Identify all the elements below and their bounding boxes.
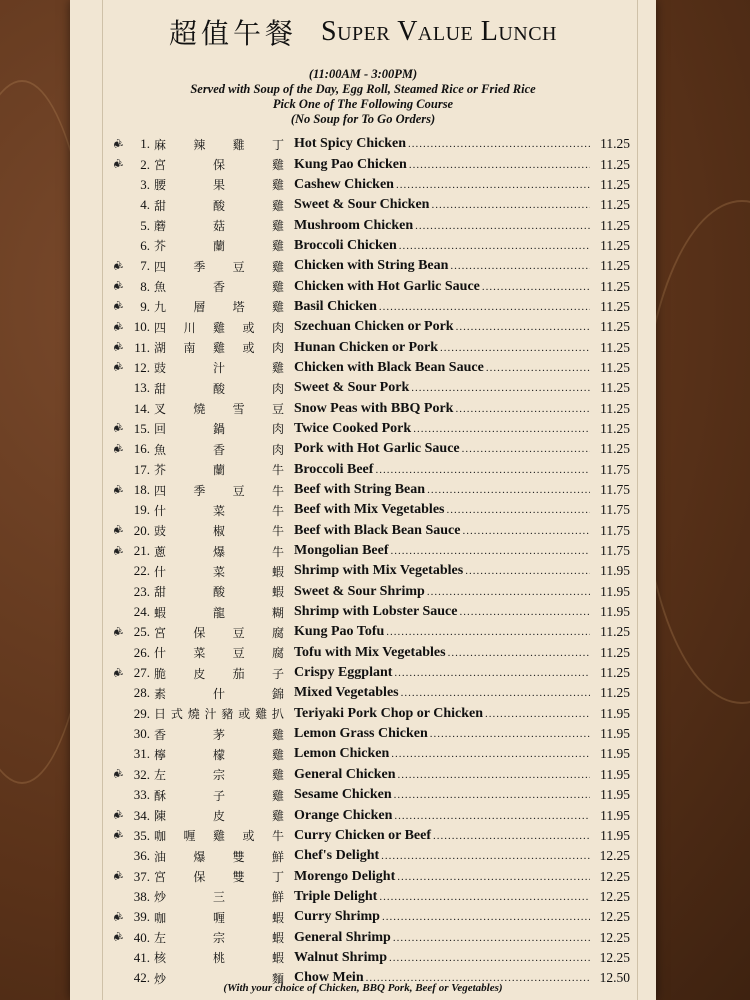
item-name: Chicken with String Bean <box>294 258 449 274</box>
dot-leader <box>440 342 590 354</box>
item-number: 32. <box>133 766 150 782</box>
item-price: 11.75 <box>600 502 630 518</box>
item-name: Cashew Chicken <box>294 176 394 192</box>
item-price: 11.25 <box>600 298 630 314</box>
menu-item <box>110 500 630 520</box>
chili-pepper-icon: ❦ <box>108 929 127 946</box>
dot-leader <box>382 911 590 923</box>
item-price: 11.25 <box>600 339 630 355</box>
menu-item <box>110 785 630 805</box>
item-price: 11.95 <box>600 604 630 620</box>
chili-pepper-icon: ❦ <box>108 298 127 315</box>
item-price: 11.25 <box>600 136 630 152</box>
chili-pepper-icon: ❦ <box>108 156 127 173</box>
item-price: 11.25 <box>600 380 630 396</box>
item-price: 11.75 <box>600 482 630 498</box>
dot-leader <box>396 179 590 191</box>
menu-list <box>110 134 630 988</box>
item-name: Hunan Chicken or Pork <box>294 339 439 355</box>
item-chinese-name: 宮 保 雙 丁 <box>154 870 284 885</box>
item-price: 11.25 <box>600 237 630 253</box>
dot-leader <box>427 484 590 496</box>
item-chinese-name: 湖 南 雞 或 肉 <box>154 341 284 356</box>
chili-pepper-icon: ❦ <box>108 766 127 783</box>
menu-item <box>110 582 630 602</box>
item-number: 38. <box>133 888 150 904</box>
menu-item <box>110 317 630 337</box>
item-chinese-name: 宮 保 雞 <box>154 158 284 173</box>
menu-item <box>110 521 630 541</box>
item-name: Sweet & Sour Pork <box>294 380 410 396</box>
chili-pepper-icon: ❦ <box>108 827 127 844</box>
dot-leader <box>394 667 590 679</box>
item-price: 11.25 <box>600 441 630 457</box>
menu-item <box>110 297 630 317</box>
dot-leader <box>465 565 590 577</box>
dot-leader <box>486 362 590 374</box>
item-number: 39. <box>133 909 150 925</box>
menu-item <box>110 887 630 907</box>
dot-leader <box>391 545 591 557</box>
dot-leader <box>430 728 590 740</box>
served-with-text: Served with Soup of the Day, Egg Roll, Steamed Rice or Fried Rice <box>190 82 536 96</box>
item-chinese-name: 魚 香 雞 <box>154 280 284 295</box>
dot-leader <box>413 423 590 435</box>
item-chinese-name: 酥 子 雞 <box>154 788 284 803</box>
dot-leader <box>399 240 590 252</box>
item-chinese-name: 宮 保 豆 腐 <box>154 625 284 640</box>
item-number: 7. <box>140 258 150 274</box>
item-name: Pork with Hot Garlic Sauce <box>294 441 460 457</box>
menu-item <box>110 622 630 642</box>
item-name: Basil Chicken <box>294 298 377 314</box>
menu-item <box>110 256 630 276</box>
menu-item <box>110 154 630 174</box>
menu-item <box>110 134 630 154</box>
item-number: 19. <box>133 502 150 518</box>
hours-text: (11:00AM - 3:00PM) <box>308 67 418 81</box>
item-price: 12.25 <box>599 868 630 884</box>
pick-one-text: Pick One of The Following Course <box>272 97 454 111</box>
item-chinese-name: 九 層 塔 雞 <box>154 300 284 315</box>
item-chinese-name: 什 菜 豆 腐 <box>154 646 284 661</box>
card-border <box>102 0 103 1000</box>
item-chinese-name: 脆 皮 茄 子 <box>154 666 284 681</box>
dot-leader <box>427 586 590 598</box>
dot-leader <box>394 789 590 801</box>
item-price: 11.25 <box>600 197 630 213</box>
dot-leader <box>386 626 590 638</box>
dot-leader <box>379 301 590 313</box>
item-price: 11.95 <box>600 726 630 742</box>
item-price: 12.50 <box>599 970 630 986</box>
menu-item <box>110 948 630 968</box>
chili-pepper-icon: ❦ <box>108 339 127 356</box>
item-name: Broccoli Beef <box>294 461 374 477</box>
menu-item <box>110 826 630 846</box>
menu-item <box>110 805 630 825</box>
dot-leader <box>389 952 590 964</box>
item-chinese-name: 魚 香 肉 <box>154 442 284 457</box>
item-price: 12.25 <box>599 848 630 864</box>
item-price: 11.25 <box>600 420 630 436</box>
item-number: 13. <box>133 380 150 396</box>
item-name: Sesame Chicken <box>294 787 392 803</box>
chili-pepper-icon: ❦ <box>108 420 127 437</box>
chili-pepper-icon: ❦ <box>108 807 127 824</box>
menu-item <box>110 683 630 703</box>
dot-leader <box>485 708 590 720</box>
item-chinese-name: 核 桃 蝦 <box>154 951 284 966</box>
item-price: 11.75 <box>600 522 630 538</box>
item-chinese-name: 什 菜 牛 <box>154 503 284 518</box>
menu-item <box>110 419 630 439</box>
item-chinese-name: 炒 三 鮮 <box>154 890 284 905</box>
menu-item <box>110 704 630 724</box>
dot-leader <box>433 830 590 842</box>
item-chinese-name: 麻 辣 雞 丁 <box>154 137 284 152</box>
chili-pepper-icon: ❦ <box>108 665 127 681</box>
item-number: 5. <box>140 217 150 233</box>
item-number: 37. <box>133 868 150 884</box>
chili-pepper-icon: ❦ <box>108 258 127 274</box>
item-chinese-name: 左 宗 蝦 <box>154 931 284 946</box>
item-number: 40. <box>133 929 150 945</box>
dot-leader <box>391 748 590 760</box>
item-name: Orange Chicken <box>294 807 393 823</box>
menu-item <box>110 561 630 581</box>
item-number: 27. <box>133 665 150 681</box>
menu-item <box>110 195 630 215</box>
menu-item <box>110 460 630 480</box>
item-price: 11.95 <box>600 563 630 579</box>
item-name: Walnut Shrimp <box>294 949 387 965</box>
chili-pepper-icon: ❦ <box>108 319 127 335</box>
menu-item <box>110 765 630 785</box>
item-price: 11.75 <box>600 543 630 559</box>
dot-leader <box>459 606 590 618</box>
item-name: Chef's Delight <box>294 848 380 864</box>
dot-leader <box>482 281 590 293</box>
item-price: 11.25 <box>600 258 630 274</box>
item-price: 12.25 <box>599 909 630 925</box>
chili-pepper-icon: ❦ <box>108 441 127 457</box>
item-chinese-name: 四 川 雞 或 肉 <box>154 320 284 335</box>
item-name: Shrimp with Lobster Sauce <box>294 604 458 620</box>
chili-pepper-icon: ❦ <box>108 522 127 539</box>
item-price: 11.25 <box>600 217 630 233</box>
menu-item <box>110 236 630 256</box>
item-name: Mushroom Chicken <box>294 217 414 233</box>
english-title: Super Value Lunch <box>321 16 558 47</box>
item-name: Lemon Grass Chicken <box>294 726 428 742</box>
menu-item <box>110 439 630 459</box>
menu-item <box>110 215 630 235</box>
chinese-title: 超值午餐 <box>168 17 297 50</box>
menu-item <box>110 480 630 500</box>
item-chinese-name: 什 菜 蝦 <box>154 564 284 579</box>
item-number: 6. <box>140 237 150 253</box>
item-name: Chicken with Black Bean Sauce <box>294 359 484 375</box>
wood-grain <box>640 200 750 704</box>
item-number: 20. <box>133 522 150 538</box>
dot-leader <box>446 504 590 516</box>
item-price: 11.95 <box>600 583 630 599</box>
dot-leader <box>455 403 590 415</box>
dot-leader <box>397 871 590 883</box>
item-name: Kung Pao Chicken <box>294 156 407 172</box>
menu-item <box>110 866 630 886</box>
item-name: Crispy Eggplant <box>294 665 393 681</box>
dot-leader <box>394 810 590 822</box>
dot-leader <box>450 260 590 272</box>
item-name: Shrimp with Mix Vegetables <box>294 563 464 579</box>
item-chinese-name: 甜 酸 雞 <box>154 198 284 213</box>
dot-leader <box>408 138 590 150</box>
item-number: 12. <box>133 359 150 375</box>
menu-item <box>110 846 630 866</box>
item-price: 12.25 <box>599 949 630 965</box>
item-chinese-name: 蘑 菇 雞 <box>154 219 284 234</box>
menu-item <box>110 927 630 947</box>
item-price: 11.95 <box>600 787 630 803</box>
item-name: Twice Cooked Pork <box>294 420 412 436</box>
item-number: 16. <box>133 441 150 457</box>
item-number: 21. <box>133 543 150 559</box>
item-name: Beef with Black Bean Sauce <box>294 522 461 538</box>
chili-pepper-icon: ❦ <box>108 136 127 152</box>
item-chinese-name: 芥 蘭 牛 <box>154 463 284 478</box>
item-number: 22. <box>133 563 150 579</box>
item-price: 11.95 <box>600 746 630 762</box>
dot-leader <box>462 525 590 537</box>
dot-leader <box>379 891 590 903</box>
item-chinese-name: 豉 汁 雞 <box>154 361 284 376</box>
item-name: Mongolian Beef <box>294 543 389 559</box>
menu-item <box>110 643 630 663</box>
dot-leader <box>456 321 590 333</box>
item-price: 11.25 <box>600 685 630 701</box>
item-chinese-name: 日 式 燒 汁 豬 或 雞 扒 <box>154 707 284 722</box>
item-chinese-name: 叉 燒 雪 豆 <box>154 402 284 417</box>
item-chinese-name: 甜 酸 蝦 <box>154 585 284 600</box>
item-number: 28. <box>133 685 150 701</box>
item-number: 33. <box>133 787 150 803</box>
item-number: 26. <box>133 644 150 660</box>
dot-leader <box>411 382 590 394</box>
item-number: 24. <box>133 604 150 620</box>
item-name: Teriyaki Pork Chop or Chicken <box>294 705 484 721</box>
dot-leader <box>401 687 590 699</box>
chili-pepper-icon: ❦ <box>108 278 127 295</box>
menu-item <box>110 663 630 683</box>
item-number: 1. <box>140 136 150 152</box>
item-price: 11.95 <box>600 827 630 843</box>
menu-item <box>110 907 630 927</box>
item-chinese-name: 回 鍋 肉 <box>154 422 284 437</box>
item-price: 12.25 <box>599 888 630 904</box>
dot-leader <box>381 850 590 862</box>
item-price: 11.25 <box>600 359 630 375</box>
item-price: 11.25 <box>600 665 630 681</box>
item-number: 25. <box>133 624 150 640</box>
item-price: 11.95 <box>600 705 630 721</box>
dot-leader <box>448 647 590 659</box>
footer-note: (With your choice of Chicken, BBQ Pork, Beef or Vegetables) <box>223 982 503 994</box>
item-number: 36. <box>133 848 150 864</box>
dot-leader <box>462 443 590 455</box>
item-chinese-name: 素 什 錦 <box>154 686 284 701</box>
dot-leader <box>375 464 590 476</box>
item-price: 11.25 <box>600 278 630 294</box>
item-name: Curry Chicken or Beef <box>294 827 431 843</box>
item-price: 11.75 <box>600 461 630 477</box>
item-number: 35. <box>133 827 150 843</box>
menu-item <box>110 337 630 357</box>
no-soup-text: (No Soup for To Go Orders) <box>290 112 436 126</box>
item-chinese-name: 甜 酸 肉 <box>154 381 284 396</box>
item-number: 23. <box>133 583 150 599</box>
menu-item <box>110 602 630 622</box>
item-chinese-name: 豉 椒 牛 <box>154 524 284 539</box>
item-chinese-name: 陳 皮 雞 <box>154 809 284 824</box>
item-number: 2. <box>140 156 150 172</box>
chili-pepper-icon: ❦ <box>108 359 127 376</box>
item-price: 11.25 <box>600 400 630 416</box>
item-price: 11.25 <box>600 644 630 660</box>
menu-item <box>110 276 630 296</box>
item-name: Lemon Chicken <box>294 746 390 762</box>
item-chinese-name: 芥 蘭 雞 <box>154 239 284 254</box>
item-price: 12.25 <box>599 929 630 945</box>
menu-item <box>110 175 630 195</box>
item-name: Kung Pao Tofu <box>294 624 385 640</box>
chili-pepper-icon: ❦ <box>108 624 127 641</box>
item-number: 42. <box>133 970 150 986</box>
item-name: Tofu with Mix Vegetables <box>294 644 446 660</box>
dot-leader <box>431 199 590 211</box>
item-price: 11.25 <box>600 624 630 640</box>
item-number: 8. <box>140 278 150 294</box>
item-price: 11.95 <box>600 766 630 782</box>
item-chinese-name: 蔥 爆 牛 <box>154 544 284 559</box>
item-name: General Shrimp <box>294 929 391 945</box>
item-number: 11. <box>134 339 150 355</box>
item-price: 11.95 <box>600 807 630 823</box>
dot-leader <box>409 159 590 171</box>
chili-pepper-icon: ❦ <box>108 868 127 885</box>
item-number: 30. <box>133 726 150 742</box>
dot-leader <box>415 220 590 232</box>
item-name: Sweet & Sour Shrimp <box>294 583 425 599</box>
menu-card <box>70 0 656 1000</box>
card-border <box>637 0 638 1000</box>
menu-item <box>110 724 630 744</box>
item-number: 17. <box>133 461 150 477</box>
item-name: General Chicken <box>294 766 396 782</box>
item-chinese-name: 腰 果 雞 <box>154 178 284 193</box>
item-name: Beef with Mix Vegetables <box>294 502 445 518</box>
item-chinese-name: 香 茅 雞 <box>154 727 284 742</box>
item-number: 9. <box>140 298 150 314</box>
item-chinese-name: 四 季 豆 牛 <box>154 483 284 498</box>
item-name: Beef with String Bean <box>294 482 426 498</box>
item-chinese-name: 蝦 龍 糊 <box>154 605 284 620</box>
item-chinese-name: 檸 檬 雞 <box>154 747 284 762</box>
item-name: Snow Peas with BBQ Pork <box>294 400 454 416</box>
menu-item <box>110 398 630 418</box>
item-number: 29. <box>133 705 150 721</box>
item-name: Chow Mein <box>294 970 364 986</box>
item-name: Szechuan Chicken or Pork <box>294 319 454 335</box>
item-number: 3. <box>140 176 150 192</box>
item-chinese-name: 左 宗 雞 <box>154 768 284 783</box>
item-price: 11.25 <box>600 319 630 335</box>
item-number: 10. <box>133 319 150 335</box>
item-name: Sweet & Sour Chicken <box>294 197 430 213</box>
menu-item <box>110 541 630 561</box>
item-chinese-name: 咖 喱 蝦 <box>154 910 284 925</box>
item-chinese-name: 油 爆 雙 鮮 <box>154 849 284 864</box>
item-name: Curry Shrimp <box>294 909 380 925</box>
chili-pepper-icon: ❦ <box>108 909 127 925</box>
dot-leader <box>393 932 590 944</box>
item-number: 34. <box>133 807 150 823</box>
item-name: Chicken with Hot Garlic Sauce <box>294 278 480 294</box>
menu-item <box>110 358 630 378</box>
dot-leader <box>398 769 591 781</box>
chili-pepper-icon: ❦ <box>108 481 127 498</box>
menu-item <box>110 744 630 764</box>
item-price: 11.25 <box>600 176 630 192</box>
chili-pepper-icon: ❦ <box>108 542 127 559</box>
item-number: 41. <box>133 949 150 965</box>
item-number: 31. <box>133 746 150 762</box>
item-number: 4. <box>140 197 150 213</box>
item-chinese-name: 四 季 豆 雞 <box>154 259 284 274</box>
item-price: 11.25 <box>600 156 630 172</box>
item-number: 18. <box>133 482 150 498</box>
item-number: 15. <box>133 420 150 436</box>
item-name: Morengo Delight <box>294 868 396 884</box>
item-name: Triple Delight <box>294 888 378 904</box>
menu-header <box>70 12 656 52</box>
item-name: Hot Spicy Chicken <box>294 136 407 152</box>
item-name: Broccoli Chicken <box>294 237 397 253</box>
item-number: 14. <box>133 400 150 416</box>
item-name: Mixed Vegetables <box>294 685 399 701</box>
item-chinese-name: 炒 麵 <box>154 971 284 986</box>
menu-item <box>110 378 630 398</box>
item-chinese-name: 咖 喱 雞 或 牛 <box>154 829 284 844</box>
